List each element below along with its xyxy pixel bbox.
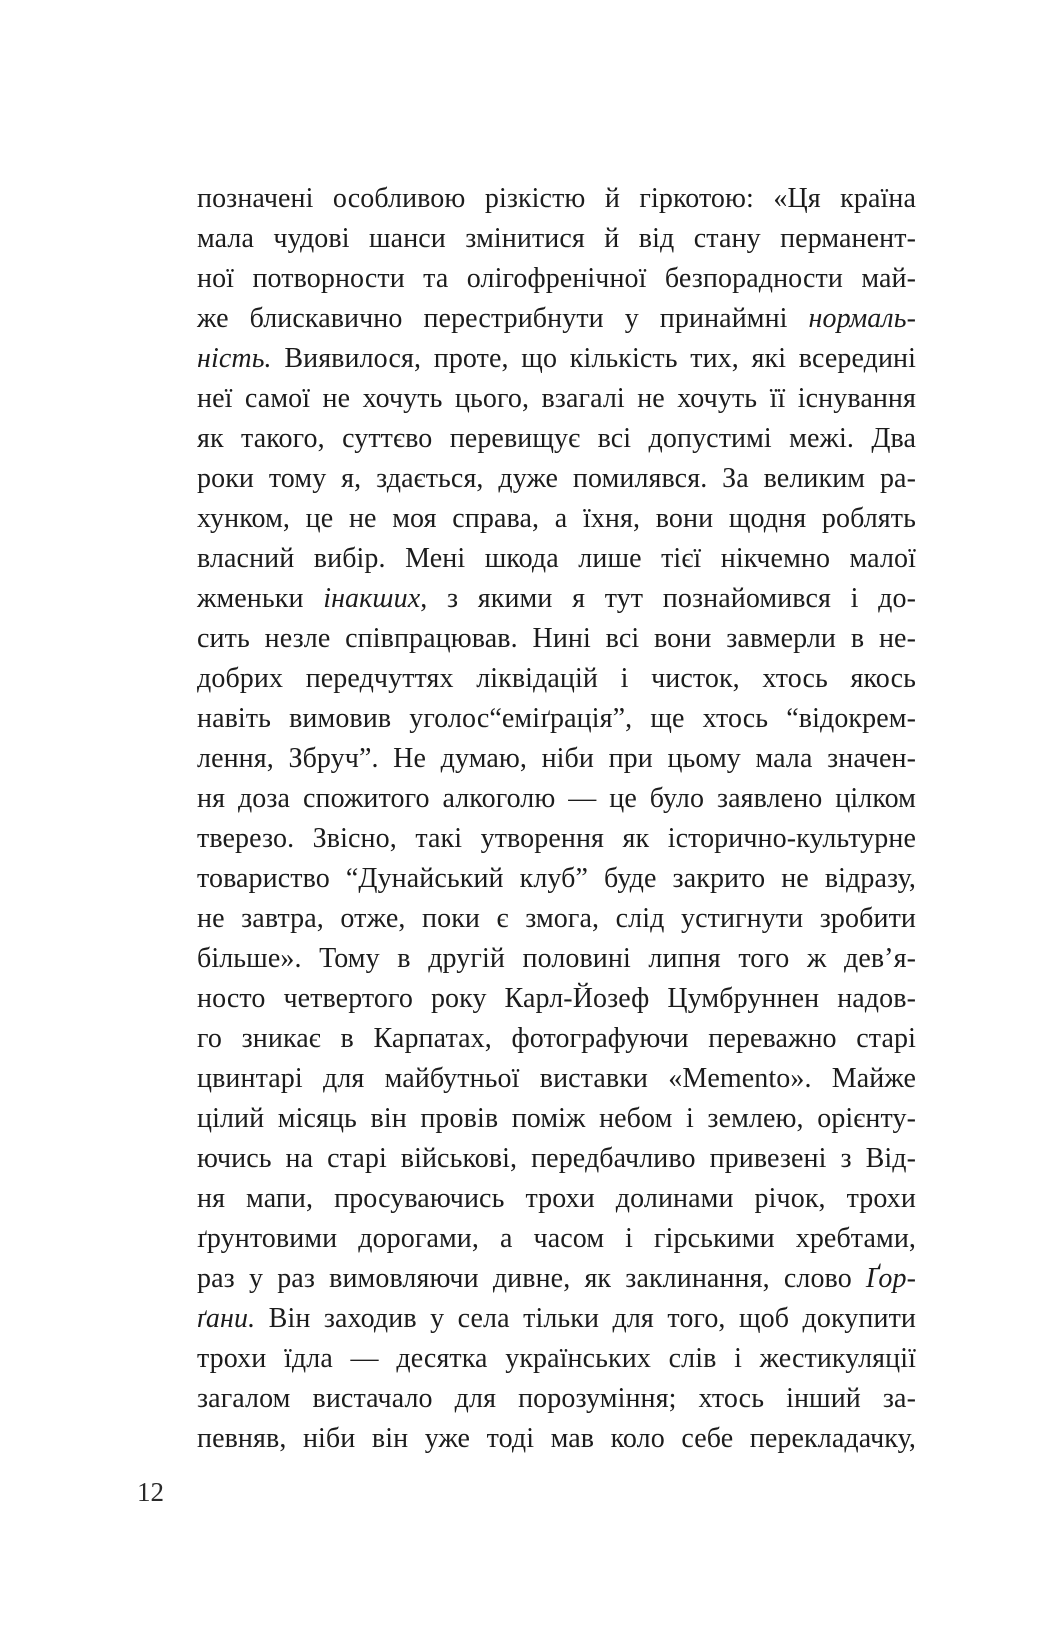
text-line [197, 859, 916, 899]
text-line [197, 699, 916, 739]
text-run: , з якими я тут познайомився і до- [420, 583, 916, 614]
text-line [197, 939, 916, 979]
text-line [197, 979, 916, 1019]
text-run: більше». Тому в другій половині липня того ж дев’я- [197, 943, 916, 974]
text-line [197, 499, 916, 539]
text-run: тверезо. Звісно, такі утворення як історично-культурне [197, 823, 916, 854]
text-run: навіть вимовив уголос“еміґрація”, ще хтось “відокрем- [197, 703, 916, 734]
text-run: го зникає в Карпатах, фотографуючи переважно старі [197, 1023, 916, 1054]
text-line [197, 419, 916, 459]
text-run: мала чудові шанси змінитися й від стану перманент- [197, 223, 916, 254]
text-run: неї самої не хочуть цього, взагалі не хочуть її існування [197, 383, 916, 414]
italic-text-run: інакших [323, 583, 421, 614]
page-number: 12 [137, 1477, 164, 1507]
text-line [197, 299, 916, 339]
text-line [197, 1419, 916, 1459]
text-run: Виявилося, проте, що кількість тих, які всередині [271, 343, 916, 374]
text-run: цвинтарі для майбутньої виставки «Memento». Майже [197, 1063, 916, 1094]
text-run: же блискавично перестрибнути у принаймні [197, 303, 809, 334]
text-line [197, 459, 916, 499]
text-run: ючись на старі військові, передбачливо привезені з Від- [197, 1143, 916, 1174]
text-line [197, 1059, 916, 1099]
text-line [197, 1379, 916, 1419]
text-run: Він заходив у села тільки для того, щоб докупити [255, 1303, 916, 1334]
text-line [197, 179, 916, 219]
text-run: ня доза спожитого алкоголю — це було заявлено цілком [197, 783, 916, 814]
text-run: жменьки [197, 583, 324, 614]
text-run: роки тому я, здається, дуже помилявся. За великим ра- [197, 463, 916, 494]
text-run: як такого, суттєво перевищує всі допустимі межі. Два [197, 423, 916, 454]
text-line [197, 539, 916, 579]
text-line [197, 379, 916, 419]
text-run: не завтра, отже, поки є змога, слід устигнути зробити [197, 903, 916, 934]
text-run: ґрунтовими дорогами, а часом і гірськими хребтами, [197, 1223, 916, 1254]
text-line [197, 1019, 916, 1059]
text-run: певняв, ніби він уже тоді мав коло себе перекладачку, [197, 1423, 916, 1454]
text-run: товариство “Дунайський клуб” буде закрито не відразу, [197, 863, 916, 894]
text-line [197, 579, 916, 619]
text-line [197, 659, 916, 699]
text-run: лення, Збруч”. Не думаю, ніби при цьому мала значен- [197, 743, 916, 774]
text-run: трохи їдла — десятка українських слів і жестикуляції [197, 1343, 916, 1374]
text-line [197, 1259, 916, 1299]
text-line [197, 1339, 916, 1379]
italic-text-run: ґани. [197, 1303, 256, 1334]
italic-text-run: нормаль- [808, 303, 916, 334]
italic-text-run: Ґор- [865, 1263, 916, 1294]
text-line [197, 779, 916, 819]
text-line [197, 899, 916, 939]
text-line [197, 339, 916, 379]
text-line [197, 1219, 916, 1259]
text-line [197, 259, 916, 299]
text-line [197, 1139, 916, 1179]
text-line [197, 1179, 916, 1219]
body-text [197, 179, 916, 1459]
text-line [197, 819, 916, 859]
text-run: цілий місяць він провів поміж небом і землею, орієнту- [197, 1103, 916, 1134]
italic-text-run: ність. [197, 343, 272, 374]
text-line [197, 619, 916, 659]
text-run: сить незле співпрацював. Нині всі вони завмерли в не- [197, 623, 916, 654]
text-run: позначені особливою різкістю й гіркотою: «Ця країна [197, 183, 916, 214]
text-run: власний вибір. Мені шкода лише тієї нікчемно малої [197, 543, 916, 574]
text-run: носто четвертого року Карл-Йозеф Цумбруннен надов- [197, 983, 916, 1014]
text-run: хунком, це не моя справа, а їхня, вони щодня роблять [197, 503, 916, 534]
text-line [197, 1299, 916, 1339]
text-line [197, 219, 916, 259]
text-line [197, 1099, 916, 1139]
text-run: ня мапи, просуваючись трохи долинами річок, трохи [197, 1183, 916, 1214]
text-line [197, 739, 916, 779]
text-run: загалом вистачало для порозуміння; хтось інший за- [197, 1383, 916, 1414]
text-run: добрих передчуттях ліквідацій і чисток, хтось якось [197, 663, 916, 694]
text-run: раз у раз вимовляючи дивне, як заклинання, слово [197, 1263, 866, 1294]
text-run: ної потворности та олігофренічної безпорадности май- [197, 263, 916, 294]
